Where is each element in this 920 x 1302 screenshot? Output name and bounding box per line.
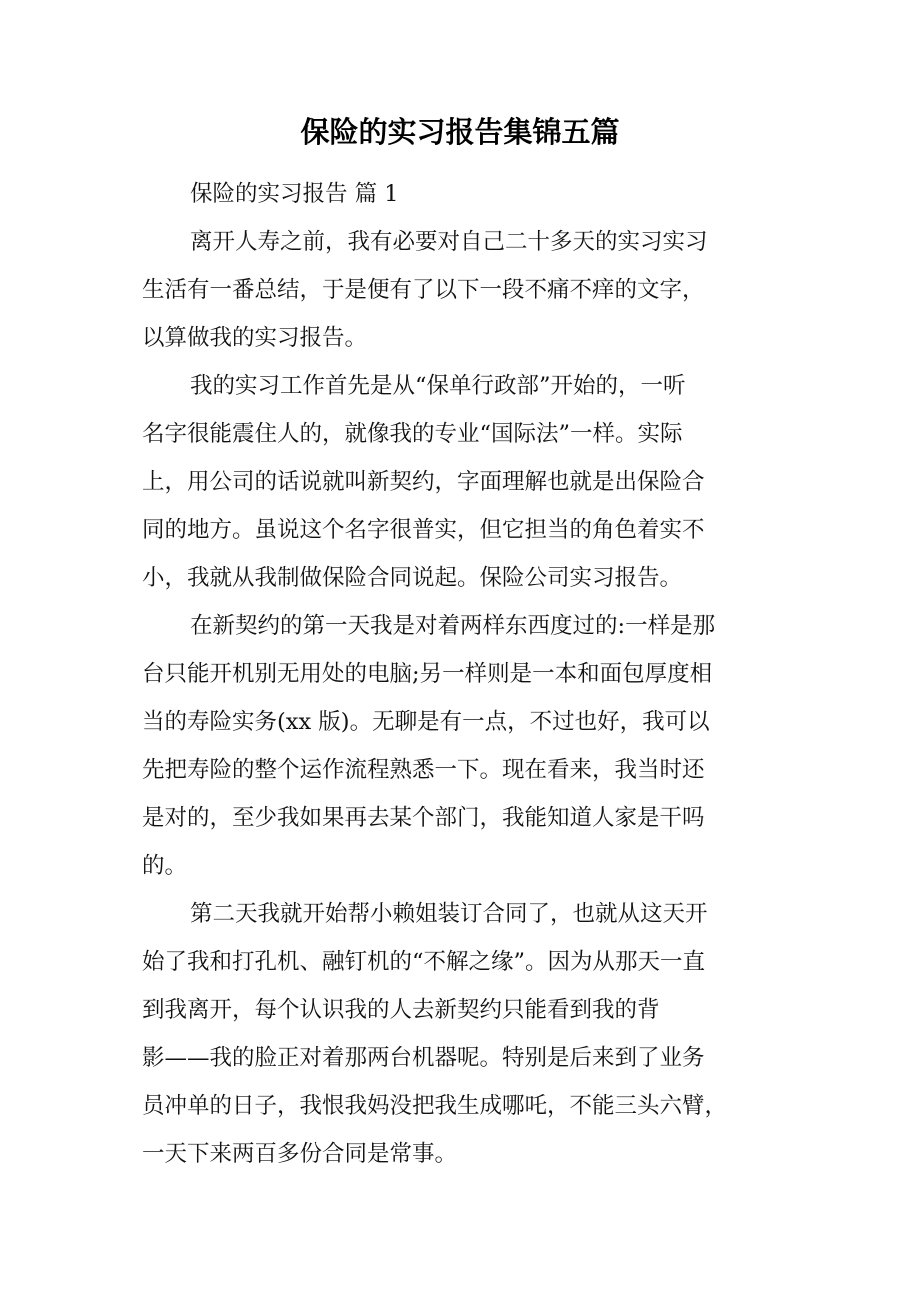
paragraph-line: 的。 [142, 853, 188, 879]
paragraph-line: 一天下来两百多份合同是常事。 [142, 1141, 458, 1167]
paragraph-line: 生活有一番总结，于是便有了以下一段不痛不痒的文字， [142, 277, 705, 303]
paragraph-line: 是对的，至少我如果再去某个部门，我能知道人家是干吗 [142, 805, 705, 831]
paragraph-line: 先把寿险的整个运作流程熟悉一下。现在看来，我当时还 [142, 757, 705, 783]
paragraph-line: 小，我就从我制做保险合同说起。保险公司实习报告。 [142, 565, 683, 591]
document-title: 保险的实习报告集锦五篇 [300, 115, 620, 149]
paragraph-line: 我的实习工作首先是从“保单行政部”开始的，一听 [190, 373, 686, 399]
paragraph-line: 到我离开，每个认识我的人去新契约只能看到我的背 [142, 997, 660, 1023]
paragraph-line: 在新契约的第一天我是对着两样东西度过的:一样是那 [190, 613, 716, 639]
paragraph-line: 第二天我就开始帮小赖姐装订合同了，也就从这天开 [190, 901, 708, 927]
paragraph-line: 台只能开机别无用处的电脑;另一样则是一本和面包厚度相 [142, 661, 713, 687]
paragraph-line: 影——我的脸正对着那两台机器呢。特别是后来到了业务 [142, 1045, 705, 1071]
paragraph-line: 上，用公司的话说就叫新契约，字面理解也就是出保险合 [142, 469, 705, 495]
paragraph-line: 离开人寿之前，我有必要对自己二十多天的实习实习 [190, 229, 708, 255]
document-body [142, 170, 782, 1178]
paragraph-line: 同的地方。虽说这个名字很普实，但它担当的角色着实不 [142, 517, 705, 543]
paragraph-line: 名字很能震住人的，就像我的专业“国际法”一样。实际 [142, 421, 683, 447]
paragraph-line: 员冲单的日子，我恨我妈没把我生成哪吒，不能三头六臂， [142, 1093, 728, 1119]
paragraph-line: 始了我和打孔机、融钉机的“不解之缘”。因为从那天一直 [142, 949, 706, 975]
section-heading: 保险的实习报告 篇 1 [190, 181, 399, 207]
paragraph-line: 以算做我的实习报告。 [142, 325, 368, 351]
paragraph-line: 当的寿险实务(xx 版)。无聊是有一点，不过也好，我可以 [142, 709, 710, 735]
